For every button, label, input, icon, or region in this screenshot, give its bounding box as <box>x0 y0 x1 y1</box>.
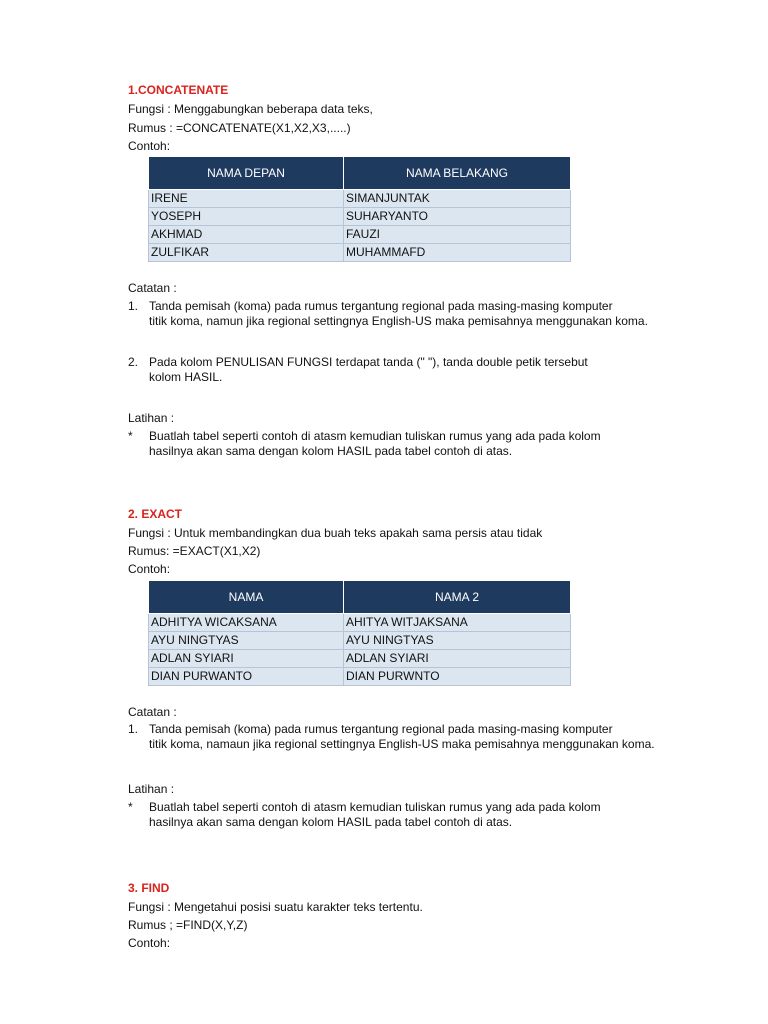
column-header: NAMA 2 <box>344 581 571 614</box>
table-cell: ZULFIKAR <box>149 244 344 262</box>
table-cell: ADLAN SYIARI <box>344 650 571 668</box>
section-heading-find: 3. FIND <box>128 881 170 895</box>
table-cell: AYU NINGTYAS <box>149 632 344 650</box>
note-line: Tanda pemisah (koma) pada rumus tergantung regional pada masing-masing komputer <box>149 722 613 736</box>
note-line: titik koma, namun jika regional settingnya English-US maka pemisahnya menggunakan koma. <box>149 314 648 328</box>
column-header: NAMA DEPAN <box>149 157 344 190</box>
section-heading-concatenate: 1.CONCATENATE <box>128 83 229 97</box>
table-cell: YOSEPH <box>149 208 344 226</box>
list-marker: * <box>128 429 133 443</box>
function-description: Fungsi : Untuk membandingkan dua buah teks apakah sama persis atau tidak <box>128 526 543 540</box>
list-marker: * <box>128 800 133 814</box>
table-row <box>149 668 571 686</box>
formula-text: Rumus: =EXACT(X1,X2) <box>128 544 261 558</box>
table-cell: DIAN PURWNTO <box>344 668 571 686</box>
table-row <box>149 244 571 262</box>
table-row <box>149 208 571 226</box>
table-cell: MUHAMMAFD <box>344 244 571 262</box>
list-marker: 2. <box>128 355 139 369</box>
table-cell: ADHITYA WICAKSANA <box>149 614 344 632</box>
table-row <box>149 226 571 244</box>
table-cell: DIAN PURWANTO <box>149 668 344 686</box>
example-label: Contoh: <box>128 936 171 950</box>
table-header-row <box>149 157 571 190</box>
exercise-line: Buatlah tabel seperti contoh di atasm kemudian tuliskan rumus yang ada pada kolom <box>149 800 601 814</box>
note-line: Pada kolom PENULISAN FUNGSI terdapat tanda (" "), tanda double petik tersebut <box>149 355 588 369</box>
exercise-label: Latihan : <box>128 411 175 425</box>
table-row <box>149 650 571 668</box>
example-label: Contoh: <box>128 139 171 153</box>
table-cell: AKHMAD <box>149 226 344 244</box>
table-cell: SUHARYANTO <box>344 208 571 226</box>
exercise-line: hasilnya akan sama dengan kolom HASIL pada tabel contoh di atas. <box>149 444 513 458</box>
list-marker: 1. <box>128 722 139 736</box>
table-cell: SIMANJUNTAK <box>344 190 571 208</box>
exercise-line: hasilnya akan sama dengan kolom HASIL pada tabel contoh di atas. <box>149 815 513 829</box>
example-table-exact <box>148 580 571 686</box>
table-row <box>149 632 571 650</box>
function-description: Fungsi : Menggabungkan beberapa data teks, <box>128 102 373 116</box>
document-page <box>128 0 655 1024</box>
function-description: Fungsi : Mengetahui posisi suatu karakter teks tertentu. <box>128 900 423 914</box>
exercise-line: Buatlah tabel seperti contoh di atasm kemudian tuliskan rumus yang ada pada kolom <box>149 429 601 443</box>
notes-label: Catatan : <box>128 705 177 719</box>
table-cell: IRENE <box>149 190 344 208</box>
table-row <box>149 614 571 632</box>
column-header: NAMA BELAKANG <box>344 157 571 190</box>
formula-text: Rumus : =CONCATENATE(X1,X2,X3,.....) <box>128 121 351 135</box>
table-cell: FAUZI <box>344 226 571 244</box>
example-table-concatenate <box>148 156 571 262</box>
notes-label: Catatan : <box>128 281 177 295</box>
note-line: kolom HASIL. <box>149 370 223 384</box>
note-line: titik koma, namaun jika regional settingnya English-US maka pemisahnya menggunakan koma. <box>149 737 655 751</box>
exercise-label: Latihan : <box>128 782 175 796</box>
section-heading-exact: 2. EXACT <box>128 507 183 521</box>
table-cell: ADLAN SYIARI <box>149 650 344 668</box>
note-line: Tanda pemisah (koma) pada rumus tergantung regional pada masing-masing komputer <box>149 299 613 313</box>
table-header-row <box>149 581 571 614</box>
table-cell: AHITYA WITJAKSANA <box>344 614 571 632</box>
list-marker: 1. <box>128 299 139 313</box>
formula-text: Rumus ; =FIND(X,Y,Z) <box>128 918 248 932</box>
example-label: Contoh: <box>128 562 171 576</box>
table-row <box>149 190 571 208</box>
table-cell: AYU NINGTYAS <box>344 632 571 650</box>
column-header: NAMA <box>149 581 344 614</box>
